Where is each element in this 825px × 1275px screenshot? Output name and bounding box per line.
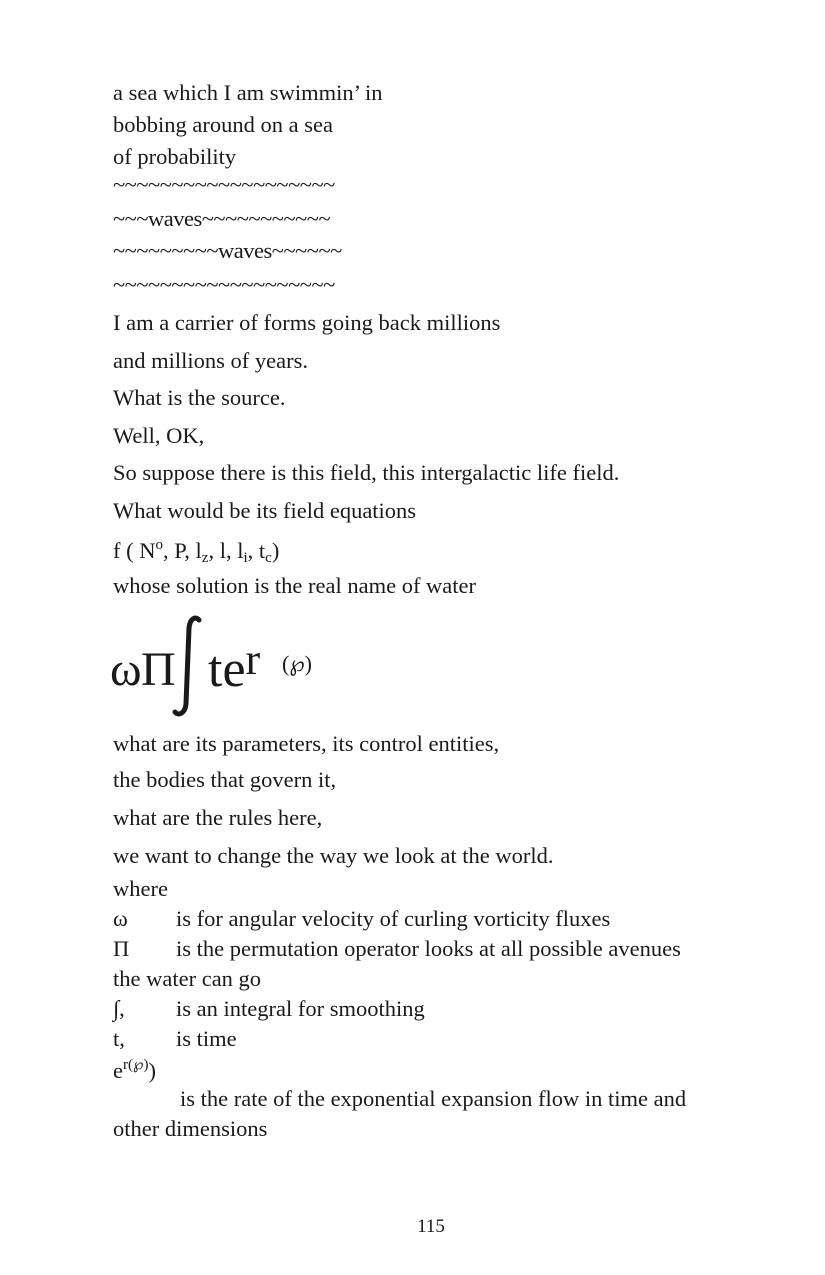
poem-line: where (113, 876, 168, 901)
wave-line: ~~~~~~~~~waves~~~~~~ (113, 238, 342, 263)
definition-symbol: ∫, (113, 996, 125, 1021)
definition-continuation: the water can go (113, 966, 262, 991)
poem-line: bobbing around on a sea (113, 112, 333, 137)
definition-text: is for angular velocity of curling vorticity fluxes (176, 906, 611, 931)
poem-line: What is the source. (113, 385, 286, 410)
poem-line: of probability (113, 144, 237, 169)
definition-text: is the permutation operator looks at all possible avenues (176, 936, 681, 961)
poem-line: we want to change the way we look at the world. (113, 843, 554, 868)
definition-text: is an integral for smoothing (176, 996, 425, 1021)
poem-line: what are its parameters, its control entities, (113, 731, 500, 756)
definition-symbol: ω (113, 906, 128, 931)
definition-continuation: other dimensions (113, 1116, 268, 1141)
poem-line: Well, OK, (113, 423, 205, 448)
definition-symbol: $e^{r(℘)}$) (113, 1057, 156, 1083)
poem-line: I am a carrier of forms going back millions (113, 310, 501, 335)
field-equation: f ( $N^o$, P, $l_z$, l, $l_i$, $t_c$) (113, 537, 280, 566)
poem-line: whose solution is the real name of water (113, 573, 477, 598)
water-formula (110, 606, 370, 716)
poem-line: What would be its field equations (113, 498, 417, 523)
pi-symbol: Π (141, 643, 176, 696)
wave-line: ~~~waves~~~~~~~~~~~ (113, 206, 331, 231)
formula-exponent: (℘) (282, 651, 312, 676)
wave-line: ~~~~~~~~~~~~~~~~~~~ (113, 272, 335, 297)
definition-text: is time (176, 1026, 237, 1051)
poem-line: the bodies that govern it, (113, 767, 337, 792)
integral-icon (168, 614, 208, 718)
definition-symbol: t, (113, 1026, 125, 1051)
page-number: 115 (417, 1216, 445, 1237)
poem-line: So suppose there is this field, this intergalactic life field. (113, 460, 620, 485)
poem-line: and millions of years. (113, 348, 308, 373)
definition-text: is the rate of the exponential expansion flow in time and (180, 1086, 687, 1111)
definition-symbol: Π (113, 936, 130, 961)
formula-te: $te^r$ (208, 635, 261, 698)
poem-line: a sea which I am swimmin’ in (113, 80, 383, 105)
omega-symbol: ω (110, 643, 142, 696)
wave-line: ~~~~~~~~~~~~~~~~~~~ (113, 172, 335, 197)
poem-line: what are the rules here, (113, 805, 323, 830)
